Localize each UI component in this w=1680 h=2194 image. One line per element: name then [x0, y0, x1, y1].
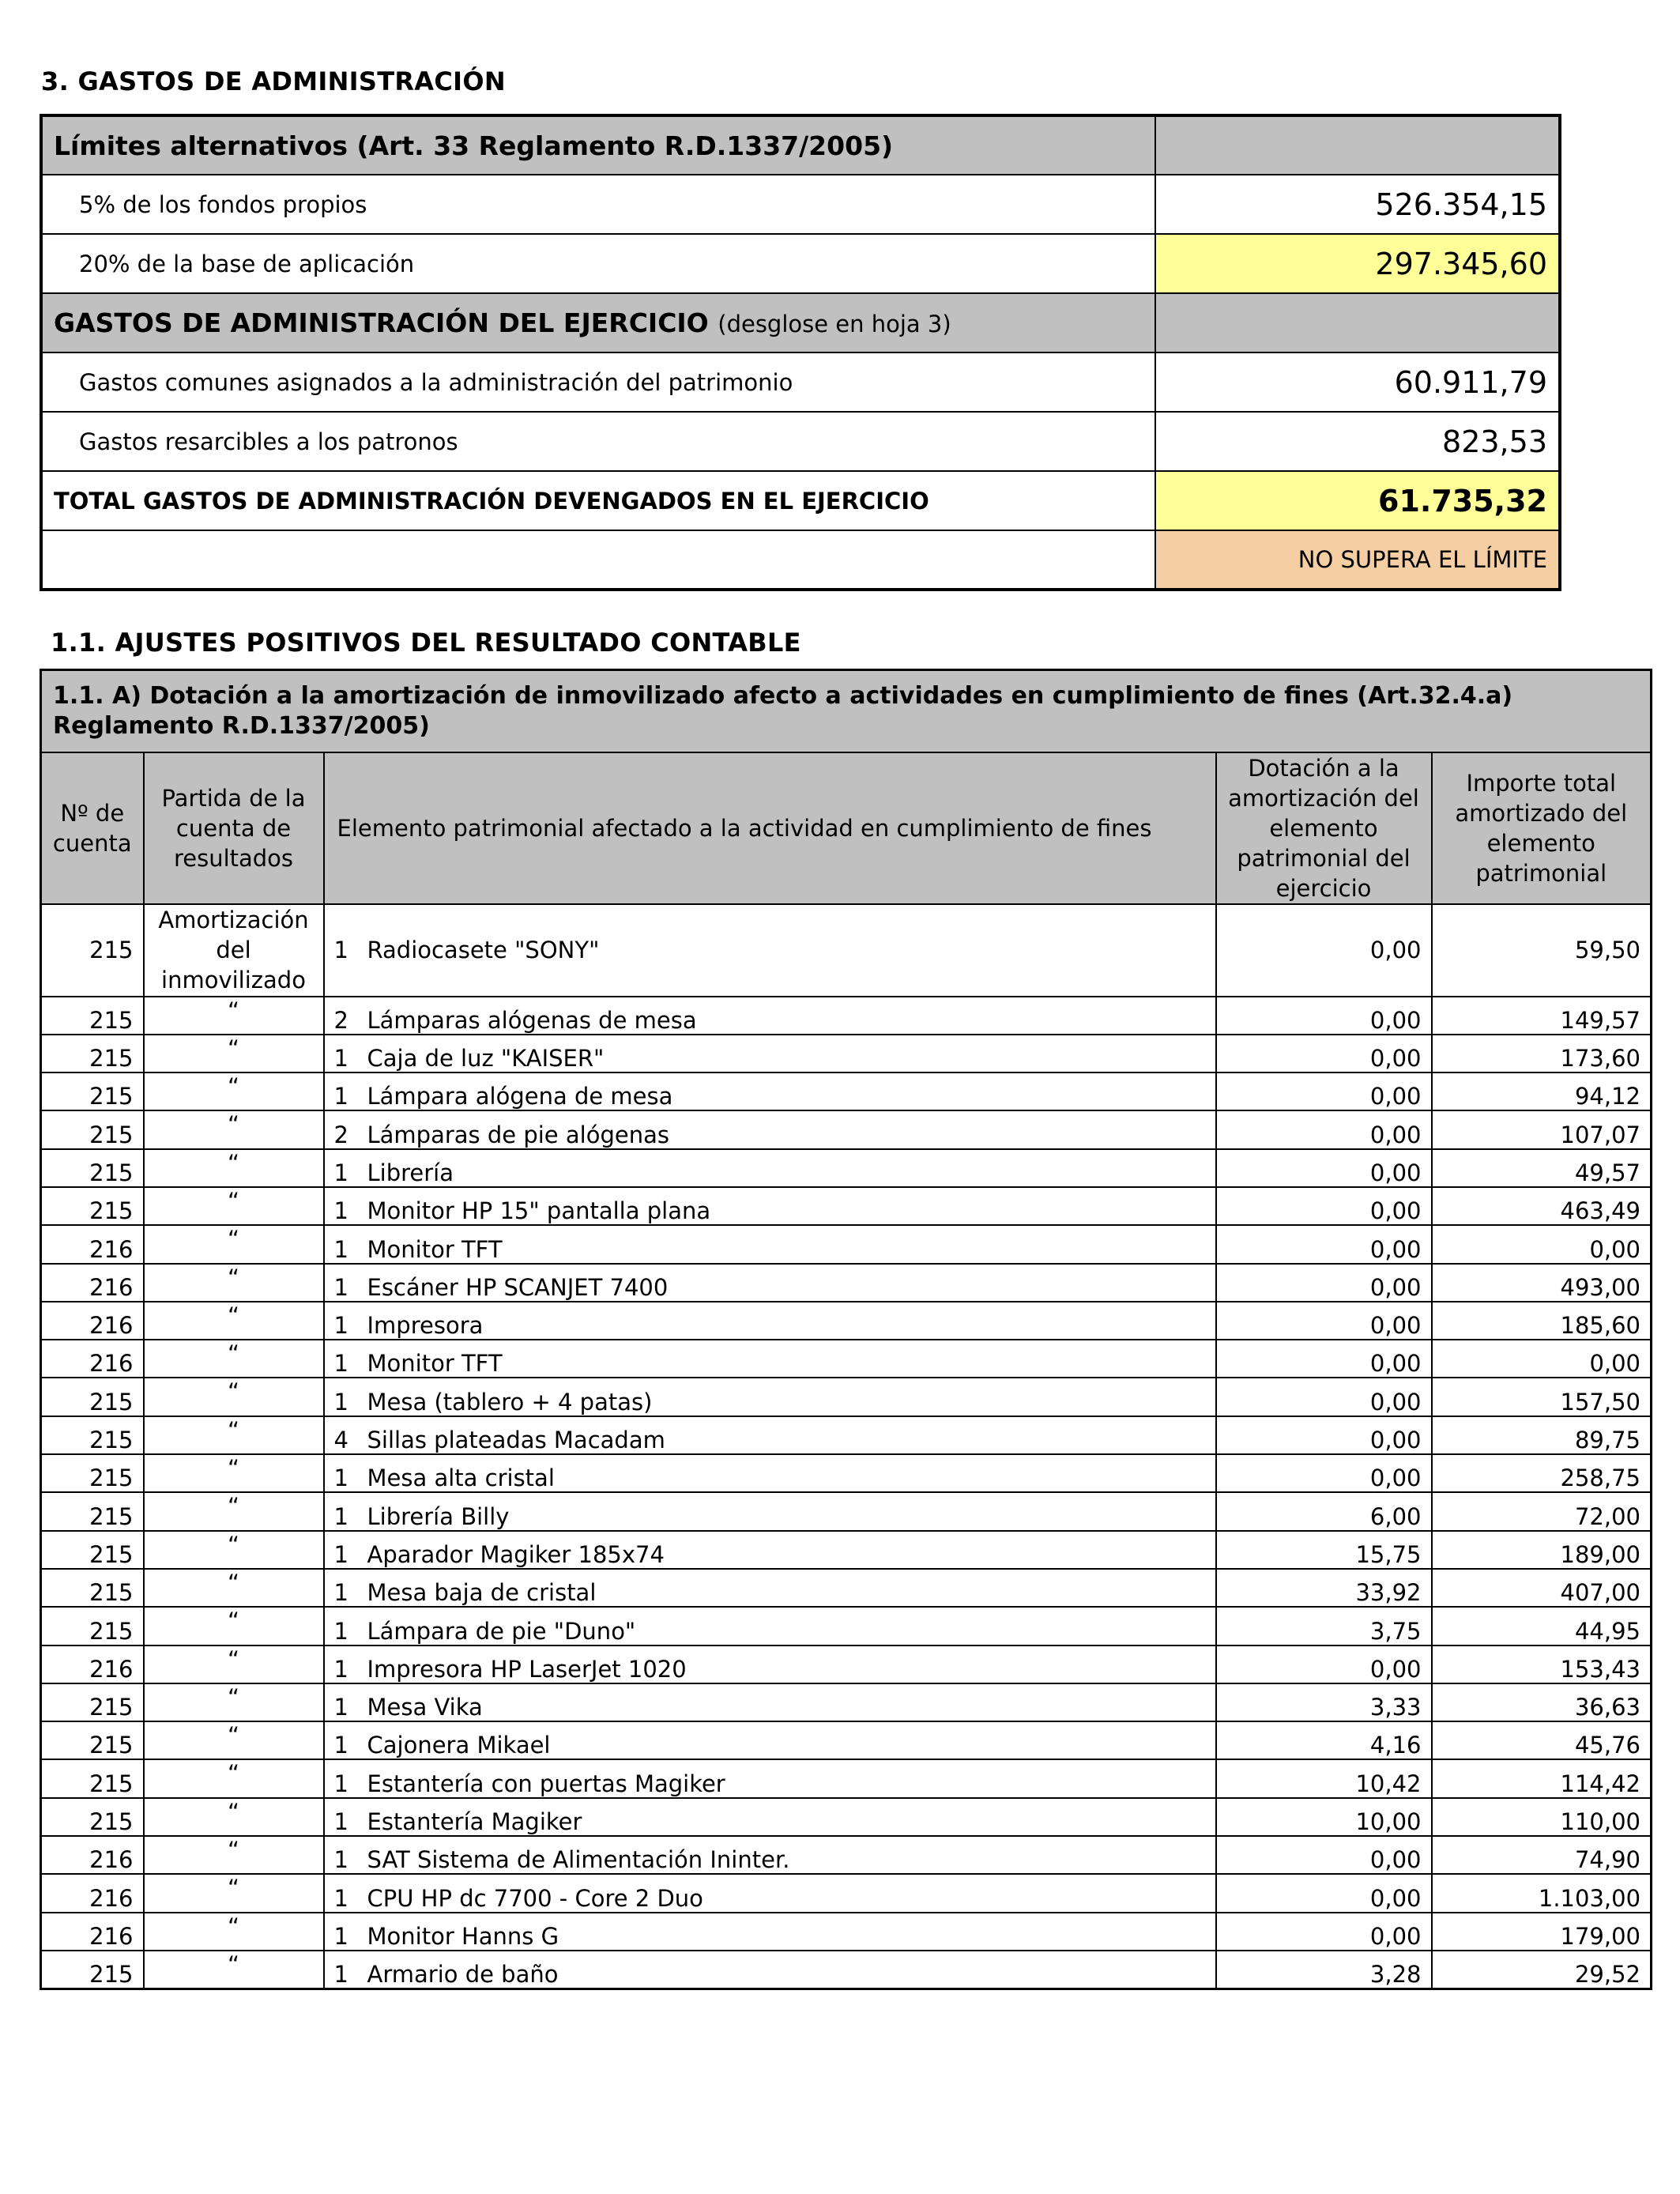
partida-cell: “ [144, 1378, 324, 1416]
elemento-cell [324, 1798, 1216, 1836]
table-row [41, 1302, 1652, 1340]
limit-status-badge: NO SUPERA EL LÍMITE [1155, 530, 1560, 590]
gastos-header-row [41, 293, 1560, 352]
partida-cell: “ [144, 1187, 324, 1225]
column-header-row [41, 752, 1652, 904]
partida-cell: Amortización del inmovilizado [144, 904, 324, 997]
table-row [41, 1149, 1652, 1187]
elemento-name: SAT Sistema de Alimentación Ininter. [367, 1846, 790, 1874]
table-row [41, 1798, 1652, 1836]
table-row [41, 1569, 1652, 1607]
col-header-dotacion: Dotación a la amortización del elemento patrimonial del ejercicio [1216, 752, 1432, 904]
cuenta-cell: 216 [41, 1264, 144, 1302]
quantity: 1 [333, 1083, 348, 1110]
cuenta-cell: 216 [41, 1836, 144, 1874]
elemento-name: Impresora HP LaserJet 1020 [367, 1655, 687, 1683]
elemento-name: Monitor HP 15" pantalla plana [367, 1197, 711, 1225]
dotacion-cell: 15,75 [1216, 1531, 1432, 1569]
elemento-cell [324, 1302, 1216, 1340]
quantity: 1 [333, 1235, 348, 1263]
partida-cell: “ [144, 1416, 324, 1454]
partida-cell: “ [144, 1264, 324, 1302]
elemento-name: Mesa alta cristal [367, 1465, 555, 1492]
elemento-cell [324, 1340, 1216, 1378]
cuenta-cell: 216 [41, 1913, 144, 1951]
partida-cell: “ [144, 1798, 324, 1836]
elemento-name: Escáner HP SCANJET 7400 [367, 1273, 669, 1301]
importe-cell: 114,42 [1432, 1759, 1652, 1797]
dotacion-cell: 0,00 [1216, 1836, 1432, 1874]
dotacion-cell: 0,00 [1216, 1646, 1432, 1683]
table-row [41, 1225, 1652, 1263]
partida-cell: “ [144, 997, 324, 1035]
cuenta-cell: 215 [41, 1110, 144, 1148]
cuenta-cell: 215 [41, 1416, 144, 1454]
comunes-row [41, 352, 1560, 412]
gastos-header-title: GASTOS DE ADMINISTRACIÓN DEL EJERCICIO [54, 307, 709, 338]
importe-cell: 74,90 [1432, 1836, 1652, 1874]
elemento-cell [324, 1416, 1216, 1454]
partida-cell: “ [144, 1646, 324, 1683]
total-label: TOTAL GASTOS DE ADMINISTRACIÓN DEVENGADOS EN EL EJERCICIO [41, 471, 1155, 530]
elemento-cell [324, 1721, 1216, 1759]
elemento-cell [324, 1072, 1216, 1110]
importe-cell: 44,95 [1432, 1607, 1652, 1645]
table-row [41, 904, 1652, 997]
cuenta-cell: 216 [41, 1225, 144, 1263]
quantity: 1 [333, 1540, 348, 1568]
table-row [41, 1836, 1652, 1874]
importe-cell: 463,49 [1432, 1187, 1652, 1225]
elemento-cell [324, 1759, 1216, 1797]
dotacion-cell: 33,92 [1216, 1569, 1432, 1607]
quantity: 1 [333, 1045, 348, 1072]
elemento-cell [324, 1454, 1216, 1492]
dotacion-cell: 10,00 [1216, 1798, 1432, 1836]
importe-cell: 59,50 [1432, 904, 1652, 997]
dotacion-cell: 0,00 [1216, 1187, 1432, 1225]
cuenta-cell: 215 [41, 1187, 144, 1225]
elemento-cell [324, 1187, 1216, 1225]
quantity: 1 [333, 1197, 348, 1225]
partida-cell: “ [144, 1874, 324, 1912]
importe-cell: 94,12 [1432, 1072, 1652, 1110]
dotacion-cell: 0,00 [1216, 1072, 1432, 1110]
importe-cell: 29,52 [1432, 1951, 1652, 1989]
dotacion-cell: 0,00 [1216, 904, 1432, 997]
col-header-cuenta: Nº de cuenta [41, 752, 144, 904]
table-row [41, 1607, 1652, 1645]
elemento-name: Lámpara alógena de mesa [367, 1083, 673, 1110]
importe-cell: 1.103,00 [1432, 1874, 1652, 1912]
cuenta-cell: 216 [41, 1874, 144, 1912]
table-row [41, 997, 1652, 1035]
partida-cell: “ [144, 1721, 324, 1759]
col-header-elemento: Elemento patrimonial afectado a la actividad en cumplimiento de fines [324, 752, 1216, 904]
status-row [41, 530, 1560, 590]
elemento-name: Impresora [367, 1312, 484, 1340]
importe-cell: 185,60 [1432, 1302, 1652, 1340]
quantity: 1 [333, 1617, 348, 1645]
elemento-cell [324, 1607, 1216, 1645]
quantity: 2 [333, 1121, 348, 1148]
comunes-label: Gastos comunes asignados a la administración del patrimonio [41, 352, 1155, 412]
dotacion-cell: 3,75 [1216, 1607, 1432, 1645]
dotacion-cell: 4,16 [1216, 1721, 1432, 1759]
dotacion-cell: 0,00 [1216, 1378, 1432, 1416]
cuenta-cell: 215 [41, 1035, 144, 1072]
importe-cell: 0,00 [1432, 1225, 1652, 1263]
partida-cell: “ [144, 1035, 324, 1072]
base-label: 20% de la base de aplicación [41, 234, 1155, 293]
table-row [41, 1683, 1652, 1721]
base-value: 297.345,60 [1155, 234, 1560, 293]
importe-cell: 107,07 [1432, 1110, 1652, 1148]
cuenta-cell: 215 [41, 1607, 144, 1645]
status-empty-cell [41, 530, 1155, 590]
dotacion-cell: 0,00 [1216, 1035, 1432, 1072]
cuenta-cell: 215 [41, 1798, 144, 1836]
elemento-name: Estantería con puertas Magiker [367, 1770, 725, 1797]
importe-cell: 189,00 [1432, 1531, 1652, 1569]
importe-cell: 0,00 [1432, 1340, 1652, 1378]
elemento-name: Sillas plateadas Macadam [367, 1427, 665, 1454]
cuenta-cell: 215 [41, 1072, 144, 1110]
cuenta-cell: 215 [41, 1759, 144, 1797]
elemento-name: Librería [367, 1159, 454, 1186]
table-row [41, 1531, 1652, 1569]
dotacion-cell: 0,00 [1216, 1913, 1432, 1951]
cuenta-cell: 215 [41, 1531, 144, 1569]
partida-cell: “ [144, 1683, 324, 1721]
dotacion-cell: 0,00 [1216, 1149, 1432, 1187]
elemento-cell [324, 1492, 1216, 1530]
quantity: 1 [333, 1884, 348, 1912]
table-row [41, 1035, 1652, 1072]
limits-header: Límites alternativos (Art. 33 Reglamento R.D.1337/2005) [41, 115, 1155, 175]
col-header-importe: Importe total amortizado del elemento patrimonial [1432, 752, 1652, 904]
partida-cell: “ [144, 1454, 324, 1492]
partida-cell: “ [144, 1951, 324, 1989]
table-row [41, 1454, 1652, 1492]
importe-cell: 493,00 [1432, 1264, 1652, 1302]
elemento-cell [324, 1035, 1216, 1072]
limits-header-empty-cell [1155, 115, 1560, 175]
elemento-cell [324, 1264, 1216, 1302]
elemento-name: Aparador Magiker 185x74 [367, 1540, 665, 1568]
cuenta-cell: 215 [41, 1683, 144, 1721]
elemento-name: Lámparas de pie alógenas [367, 1121, 669, 1148]
partida-cell: “ [144, 1492, 324, 1530]
elemento-cell [324, 1225, 1216, 1263]
cuenta-cell: 215 [41, 997, 144, 1035]
elemento-name: Mesa Vika [367, 1694, 483, 1721]
dotacion-cell: 0,00 [1216, 1225, 1432, 1263]
quantity: 1 [333, 1808, 348, 1836]
elemento-name: Mesa baja de cristal [367, 1579, 597, 1607]
importe-cell: 72,00 [1432, 1492, 1652, 1530]
resarcibles-value: 823,53 [1155, 412, 1560, 471]
dotacion-cell: 0,00 [1216, 997, 1432, 1035]
quantity: 1 [333, 1273, 348, 1301]
elemento-cell [324, 1149, 1216, 1187]
elemento-name: Monitor TFT [367, 1350, 503, 1378]
importe-cell: 153,43 [1432, 1646, 1652, 1683]
quantity: 1 [333, 1655, 348, 1683]
quantity: 1 [333, 1465, 348, 1492]
table-row [41, 1874, 1652, 1912]
quantity: 1 [333, 1922, 348, 1950]
importe-cell: 110,00 [1432, 1798, 1652, 1836]
quantity: 2 [333, 1006, 348, 1034]
elemento-cell [324, 1951, 1216, 1989]
elemento-cell [324, 1913, 1216, 1951]
cuenta-cell: 215 [41, 904, 144, 997]
dotacion-cell: 10,42 [1216, 1759, 1432, 1797]
importe-cell: 89,75 [1432, 1416, 1652, 1454]
partida-cell: “ [144, 1225, 324, 1263]
importe-cell: 49,57 [1432, 1149, 1652, 1187]
quantity: 1 [333, 1770, 348, 1797]
amortization-body [41, 904, 1652, 1989]
fondos-label: 5% de los fondos propios [41, 175, 1155, 234]
dotacion-cell: 0,00 [1216, 1340, 1432, 1378]
table-row [41, 1646, 1652, 1683]
table-row [41, 1492, 1652, 1530]
elemento-name: Librería Billy [367, 1502, 510, 1530]
fondos-row [41, 175, 1560, 234]
cuenta-cell: 215 [41, 1149, 144, 1187]
quantity: 1 [333, 1502, 348, 1530]
table-row [41, 1264, 1652, 1302]
quantity: 1 [333, 1159, 348, 1186]
quantity: 1 [333, 1846, 348, 1874]
elemento-name: Cajonera Mikael [367, 1732, 551, 1759]
quantity: 4 [333, 1427, 348, 1454]
importe-cell: 258,75 [1432, 1454, 1652, 1492]
partida-cell: “ [144, 1302, 324, 1340]
elemento-cell [324, 1646, 1216, 1683]
section-title: 3. GASTOS DE ADMINISTRACIÓN [41, 66, 506, 96]
amortization-table [40, 669, 1652, 1990]
table-row [41, 1340, 1652, 1378]
elemento-cell [324, 1569, 1216, 1607]
importe-cell: 36,63 [1432, 1683, 1652, 1721]
dotacion-cell: 0,00 [1216, 1302, 1432, 1340]
dotacion-cell: 3,28 [1216, 1951, 1432, 1989]
subsection-title: 1.1. AJUSTES POSITIVOS DEL RESULTADO CONTABLE [51, 628, 801, 658]
base-row [41, 234, 1560, 293]
partida-cell: “ [144, 1531, 324, 1569]
elemento-cell [324, 997, 1216, 1035]
table-row [41, 1951, 1652, 1989]
dotacion-cell: 0,00 [1216, 1874, 1432, 1912]
cuenta-cell: 215 [41, 1951, 144, 1989]
quantity: 1 [333, 1579, 348, 1607]
dotacion-cell: 0,00 [1216, 1110, 1432, 1148]
importe-cell: 407,00 [1432, 1569, 1652, 1607]
elemento-cell [324, 1110, 1216, 1148]
comunes-value: 60.911,79 [1155, 352, 1560, 412]
limits-table [40, 114, 1561, 591]
amortization-title-row [41, 670, 1652, 752]
elemento-name: CPU HP dc 7700 - Core 2 Duo [367, 1884, 703, 1912]
importe-cell: 179,00 [1432, 1913, 1652, 1951]
elemento-name: Estantería Magiker [367, 1808, 582, 1836]
partida-cell: “ [144, 1569, 324, 1607]
table-row [41, 1913, 1652, 1951]
elemento-name: Mesa (tablero + 4 patas) [367, 1388, 653, 1416]
importe-cell: 173,60 [1432, 1035, 1652, 1072]
elemento-name: Armario de baño [367, 1960, 559, 1988]
table-row [41, 1110, 1652, 1148]
partida-cell: “ [144, 1149, 324, 1187]
gastos-header [41, 293, 1155, 352]
total-value: 61.735,32 [1155, 471, 1560, 530]
dotacion-cell: 0,00 [1216, 1416, 1432, 1454]
cuenta-cell: 215 [41, 1569, 144, 1607]
partida-cell: “ [144, 1836, 324, 1874]
elemento-name: Lámpara de pie "Duno" [367, 1617, 636, 1645]
dotacion-cell: 3,33 [1216, 1683, 1432, 1721]
elemento-name: Lámparas alógenas de mesa [367, 1006, 697, 1034]
partida-cell: “ [144, 1913, 324, 1951]
col-header-partida: Partida de la cuenta de resultados [144, 752, 324, 904]
elemento-cell [324, 1683, 1216, 1721]
quantity: 1 [333, 937, 348, 963]
cuenta-cell: 215 [41, 1378, 144, 1416]
resarcibles-row [41, 412, 1560, 471]
partida-cell: “ [144, 1759, 324, 1797]
dotacion-cell: 6,00 [1216, 1492, 1432, 1530]
gastos-header-empty-cell [1155, 293, 1560, 352]
elemento-cell [324, 1378, 1216, 1416]
elemento-cell [324, 1836, 1216, 1874]
importe-cell: 157,50 [1432, 1378, 1652, 1416]
quantity: 1 [333, 1312, 348, 1340]
partida-cell: “ [144, 1607, 324, 1645]
quantity: 1 [333, 1732, 348, 1759]
quantity: 1 [333, 1694, 348, 1721]
resarcibles-label: Gastos resarcibles a los patronos [41, 412, 1155, 471]
quantity: 1 [333, 1388, 348, 1416]
elemento-name: Caja de luz "KAISER" [367, 1045, 605, 1072]
limits-header-row [41, 115, 1560, 175]
table-row [41, 1759, 1652, 1797]
total-row [41, 471, 1560, 530]
table-row [41, 1721, 1652, 1759]
fondos-value: 526.354,15 [1155, 175, 1560, 234]
cuenta-cell: 215 [41, 1492, 144, 1530]
quantity: 1 [333, 1350, 348, 1378]
table-row [41, 1378, 1652, 1416]
table-row [41, 1416, 1652, 1454]
dotacion-cell: 0,00 [1216, 1264, 1432, 1302]
elemento-name: Radiocasete "SONY" [367, 937, 600, 963]
elemento-name: Monitor Hanns G [367, 1922, 559, 1950]
cuenta-cell: 216 [41, 1646, 144, 1683]
cuenta-cell: 215 [41, 1454, 144, 1492]
elemento-cell [324, 1531, 1216, 1569]
amortization-title: 1.1. A) Dotación a la amortización de inmovilizado afecto a actividades en cumplimiento de fines (Art.32.4.a) Reglamento R.D.1337/2005) [41, 670, 1652, 752]
cuenta-cell: 216 [41, 1340, 144, 1378]
elemento-cell [324, 904, 1216, 997]
importe-cell: 45,76 [1432, 1721, 1652, 1759]
quantity: 1 [333, 1960, 348, 1988]
elemento-name: Monitor TFT [367, 1235, 503, 1263]
elemento-cell [324, 1874, 1216, 1912]
cuenta-cell: 216 [41, 1302, 144, 1340]
partida-cell: “ [144, 1110, 324, 1148]
partida-cell: “ [144, 1340, 324, 1378]
table-row [41, 1187, 1652, 1225]
dotacion-cell: 0,00 [1216, 1454, 1432, 1492]
importe-cell: 149,57 [1432, 997, 1652, 1035]
gastos-header-note: (desglose en hoja 3) [718, 311, 951, 337]
cuenta-cell: 215 [41, 1721, 144, 1759]
table-row [41, 1072, 1652, 1110]
partida-cell: “ [144, 1072, 324, 1110]
